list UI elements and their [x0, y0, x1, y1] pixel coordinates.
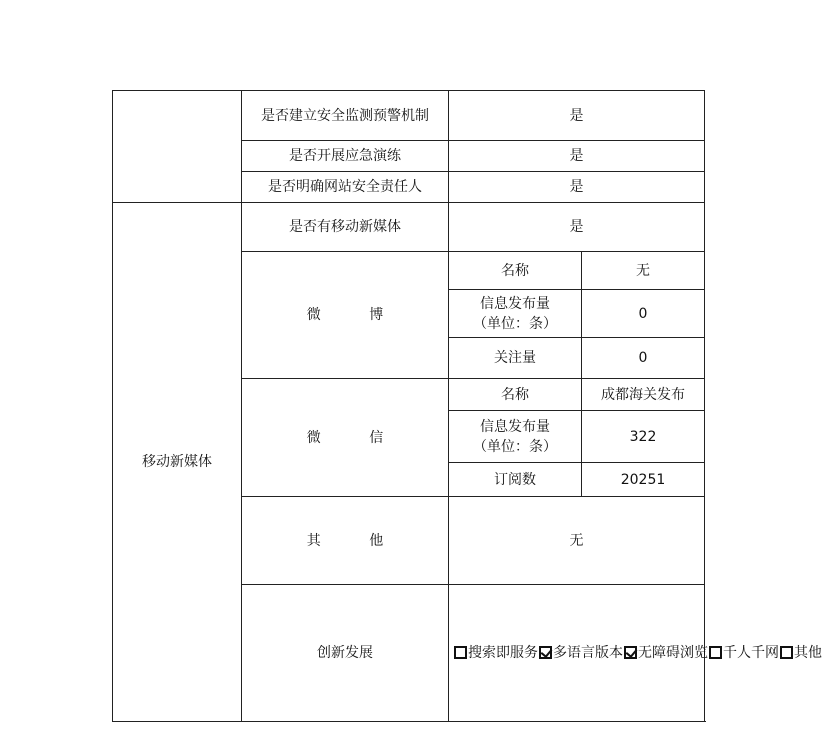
- security-section-cell: [113, 91, 242, 203]
- option-label: 搜索即服务: [468, 645, 538, 661]
- responsible-value: 是: [449, 172, 705, 203]
- media-section-label: 移动新媒体: [113, 203, 242, 722]
- wechat-name-value: 成都海关发布: [582, 379, 705, 411]
- weibo-name-value: 无: [582, 252, 705, 290]
- responsible-label: 是否明确网站安全责任人: [242, 172, 449, 203]
- other-value: 无: [449, 497, 705, 585]
- checkbox-icon[interactable]: [539, 646, 552, 659]
- weibo-name-label: 名称: [449, 252, 582, 290]
- wechat-label: 微 信: [242, 379, 449, 497]
- checkbox-icon[interactable]: [709, 646, 722, 659]
- wechat-name-label: 名称: [449, 379, 582, 411]
- option-multilingual[interactable]: [538, 645, 623, 661]
- wechat-posts-value: 322: [582, 411, 705, 463]
- option-accessibility[interactable]: [623, 645, 708, 661]
- wechat-posts-label: 信息发布量（单位：条）: [449, 411, 582, 463]
- option-label: 千人千网: [723, 645, 779, 661]
- option-label: 无障碍浏览: [638, 645, 708, 661]
- option-label: 其他: [794, 645, 822, 661]
- option-other[interactable]: [779, 645, 822, 661]
- website-report-table: [112, 90, 822, 722]
- checkbox-icon[interactable]: [780, 646, 793, 659]
- weibo-followers-label: 关注量: [449, 338, 582, 379]
- monitoring-label: 是否建立安全监测预警机制: [242, 91, 449, 141]
- has-media-value: 是: [449, 203, 705, 252]
- drill-label: 是否开展应急演练: [242, 141, 449, 172]
- weibo-posts-label: 信息发布量（单位：条）: [449, 290, 582, 338]
- weibo-posts-value: 0: [582, 290, 705, 338]
- has-media-label: 是否有移动新媒体: [242, 203, 449, 252]
- option-label: 多语言版本: [553, 645, 623, 661]
- innovation-options: [449, 585, 822, 722]
- drill-value: 是: [449, 141, 705, 172]
- checkbox-icon[interactable]: [624, 646, 637, 659]
- weibo-followers-value: 0: [582, 338, 705, 379]
- checkbox-icon[interactable]: [454, 646, 467, 659]
- table-row: [113, 91, 705, 141]
- monitoring-value: 是: [449, 91, 705, 141]
- wechat-subscribers-label: 订阅数: [449, 463, 582, 497]
- table-row: [113, 203, 705, 252]
- option-search-service[interactable]: [453, 645, 538, 661]
- other-label: 其 他: [242, 497, 449, 585]
- wechat-subscribers-value: 20251: [582, 463, 705, 497]
- innovation-section-label: 创新发展: [242, 585, 449, 722]
- option-personalized[interactable]: [708, 645, 779, 661]
- weibo-label: 微 博: [242, 252, 449, 379]
